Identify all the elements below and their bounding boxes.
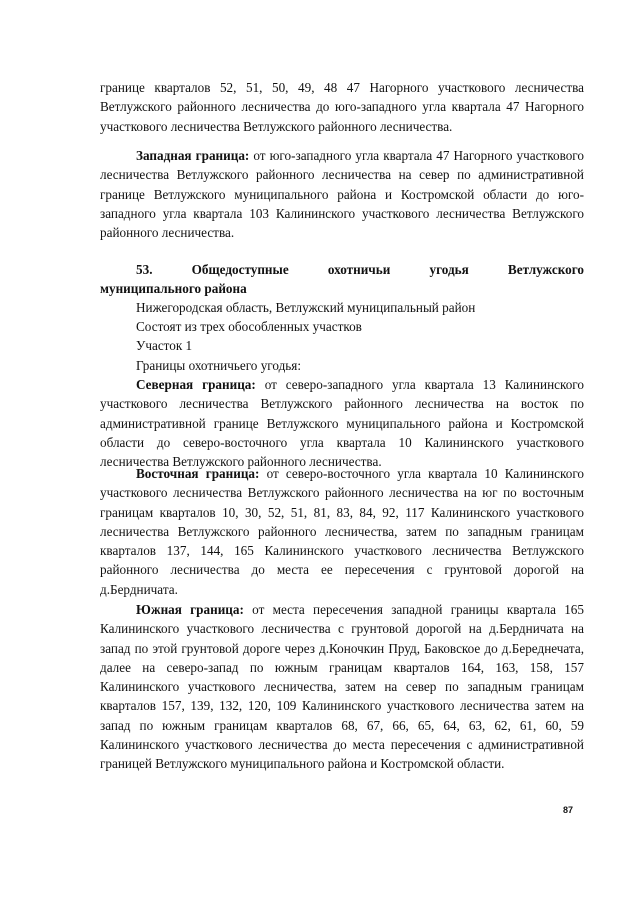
- paragraph-west-border-1: [100, 146, 584, 242]
- east-border-label: Восточная граница:: [136, 466, 260, 481]
- east-border-text: от северо-восточного угла квартала 10 Калининского участкового лесничества Ветлужского районного лесничества на юг по восточным границам кварталов 10, 30, 52, 51, 81, 83, 84, 92, 117 Калининского участкового лесничества Ветлужского районного лесничества, затем по западным границам кварталов 137, 144, 165 Калининского участкового лесничества Ветлужского районного лесничества до места ее пересечения с грунтовой дорогой на д.Бердничата.: [100, 466, 584, 597]
- heading-word: угодья: [429, 262, 469, 277]
- heading-word: Ветлужского: [507, 262, 584, 277]
- heading-word: Общедоступные: [191, 262, 289, 277]
- section-heading: [100, 260, 584, 299]
- west-border-text: от юго-западного угла квартала 47 Нагорного участкового лесничества Ветлужского районного лесничества на север по административной границе Ветлужского муниципального района и Костромской области до юго-западного угла квартала 103 Калининского участкового лесничества Ветлужского районного лесничества.: [100, 148, 584, 241]
- south-border-text: от места пересечения западной границы квартала 165 Калининского участкового лесничества с грунтовой дорогой на д.Бердничата на запад по этой грунтовой дороге через д.Коночкин Пруд, Баковское до д.Береднечата, далее на северо-запад по южным границам кварталов 164, 163, 158, 157 Калининского участкового лесничества, затем на север по западным границам кварталов 157, 139, 132, 120, 109 Калининского участкового лесничества затем на запад по южным границам кварталов 68, 67, 66, 65, 64, 63, 62, 61, 60, 59 Калининского участкового лесничества до места пересечения с административной границей Ветлужского муниципального района и Костромской области.: [100, 602, 584, 772]
- north-border-label: Северная граница:: [136, 377, 256, 392]
- borders-line: Границы охотничьего угодья:: [136, 358, 302, 373]
- west-border-label: Западная граница:: [136, 148, 250, 163]
- north-border-text: от северо-западного угла квартала 13 Калининского участкового лесничества Ветлужского районного лесничества на восток по административной границе Ветлужского муниципального района и Костромской области до северо-восточного угла квартала 10 Калининского участкового лесничества Ветлужского районного лесничества.: [100, 377, 584, 470]
- paragraph-south-border: [100, 600, 584, 774]
- plot-line: Участок 1: [136, 338, 193, 353]
- paragraph-continuation: границе кварталов 52, 51, 50, 49, 48 47 Нагорного участкового лесничества Ветлужского районного лесничества до юго-западного угла квартала 47 Нагорного участкового лесничества Ветлужского районного лесничества.: [100, 80, 584, 134]
- heading-number: 53.: [136, 262, 153, 277]
- consist-line: Состоят из трех обособленных участков: [136, 319, 362, 334]
- south-border-label: Южная граница:: [136, 602, 244, 617]
- paragraph-east-border: [100, 464, 584, 599]
- heading-line-2: муниципального района: [100, 281, 247, 297]
- page-number: 87: [563, 805, 574, 815]
- region-line: Нижегородская область, Ветлужский муниципальный район: [136, 300, 476, 315]
- heading-word: охотничьи: [327, 262, 391, 277]
- paragraph-north-border: [100, 375, 584, 471]
